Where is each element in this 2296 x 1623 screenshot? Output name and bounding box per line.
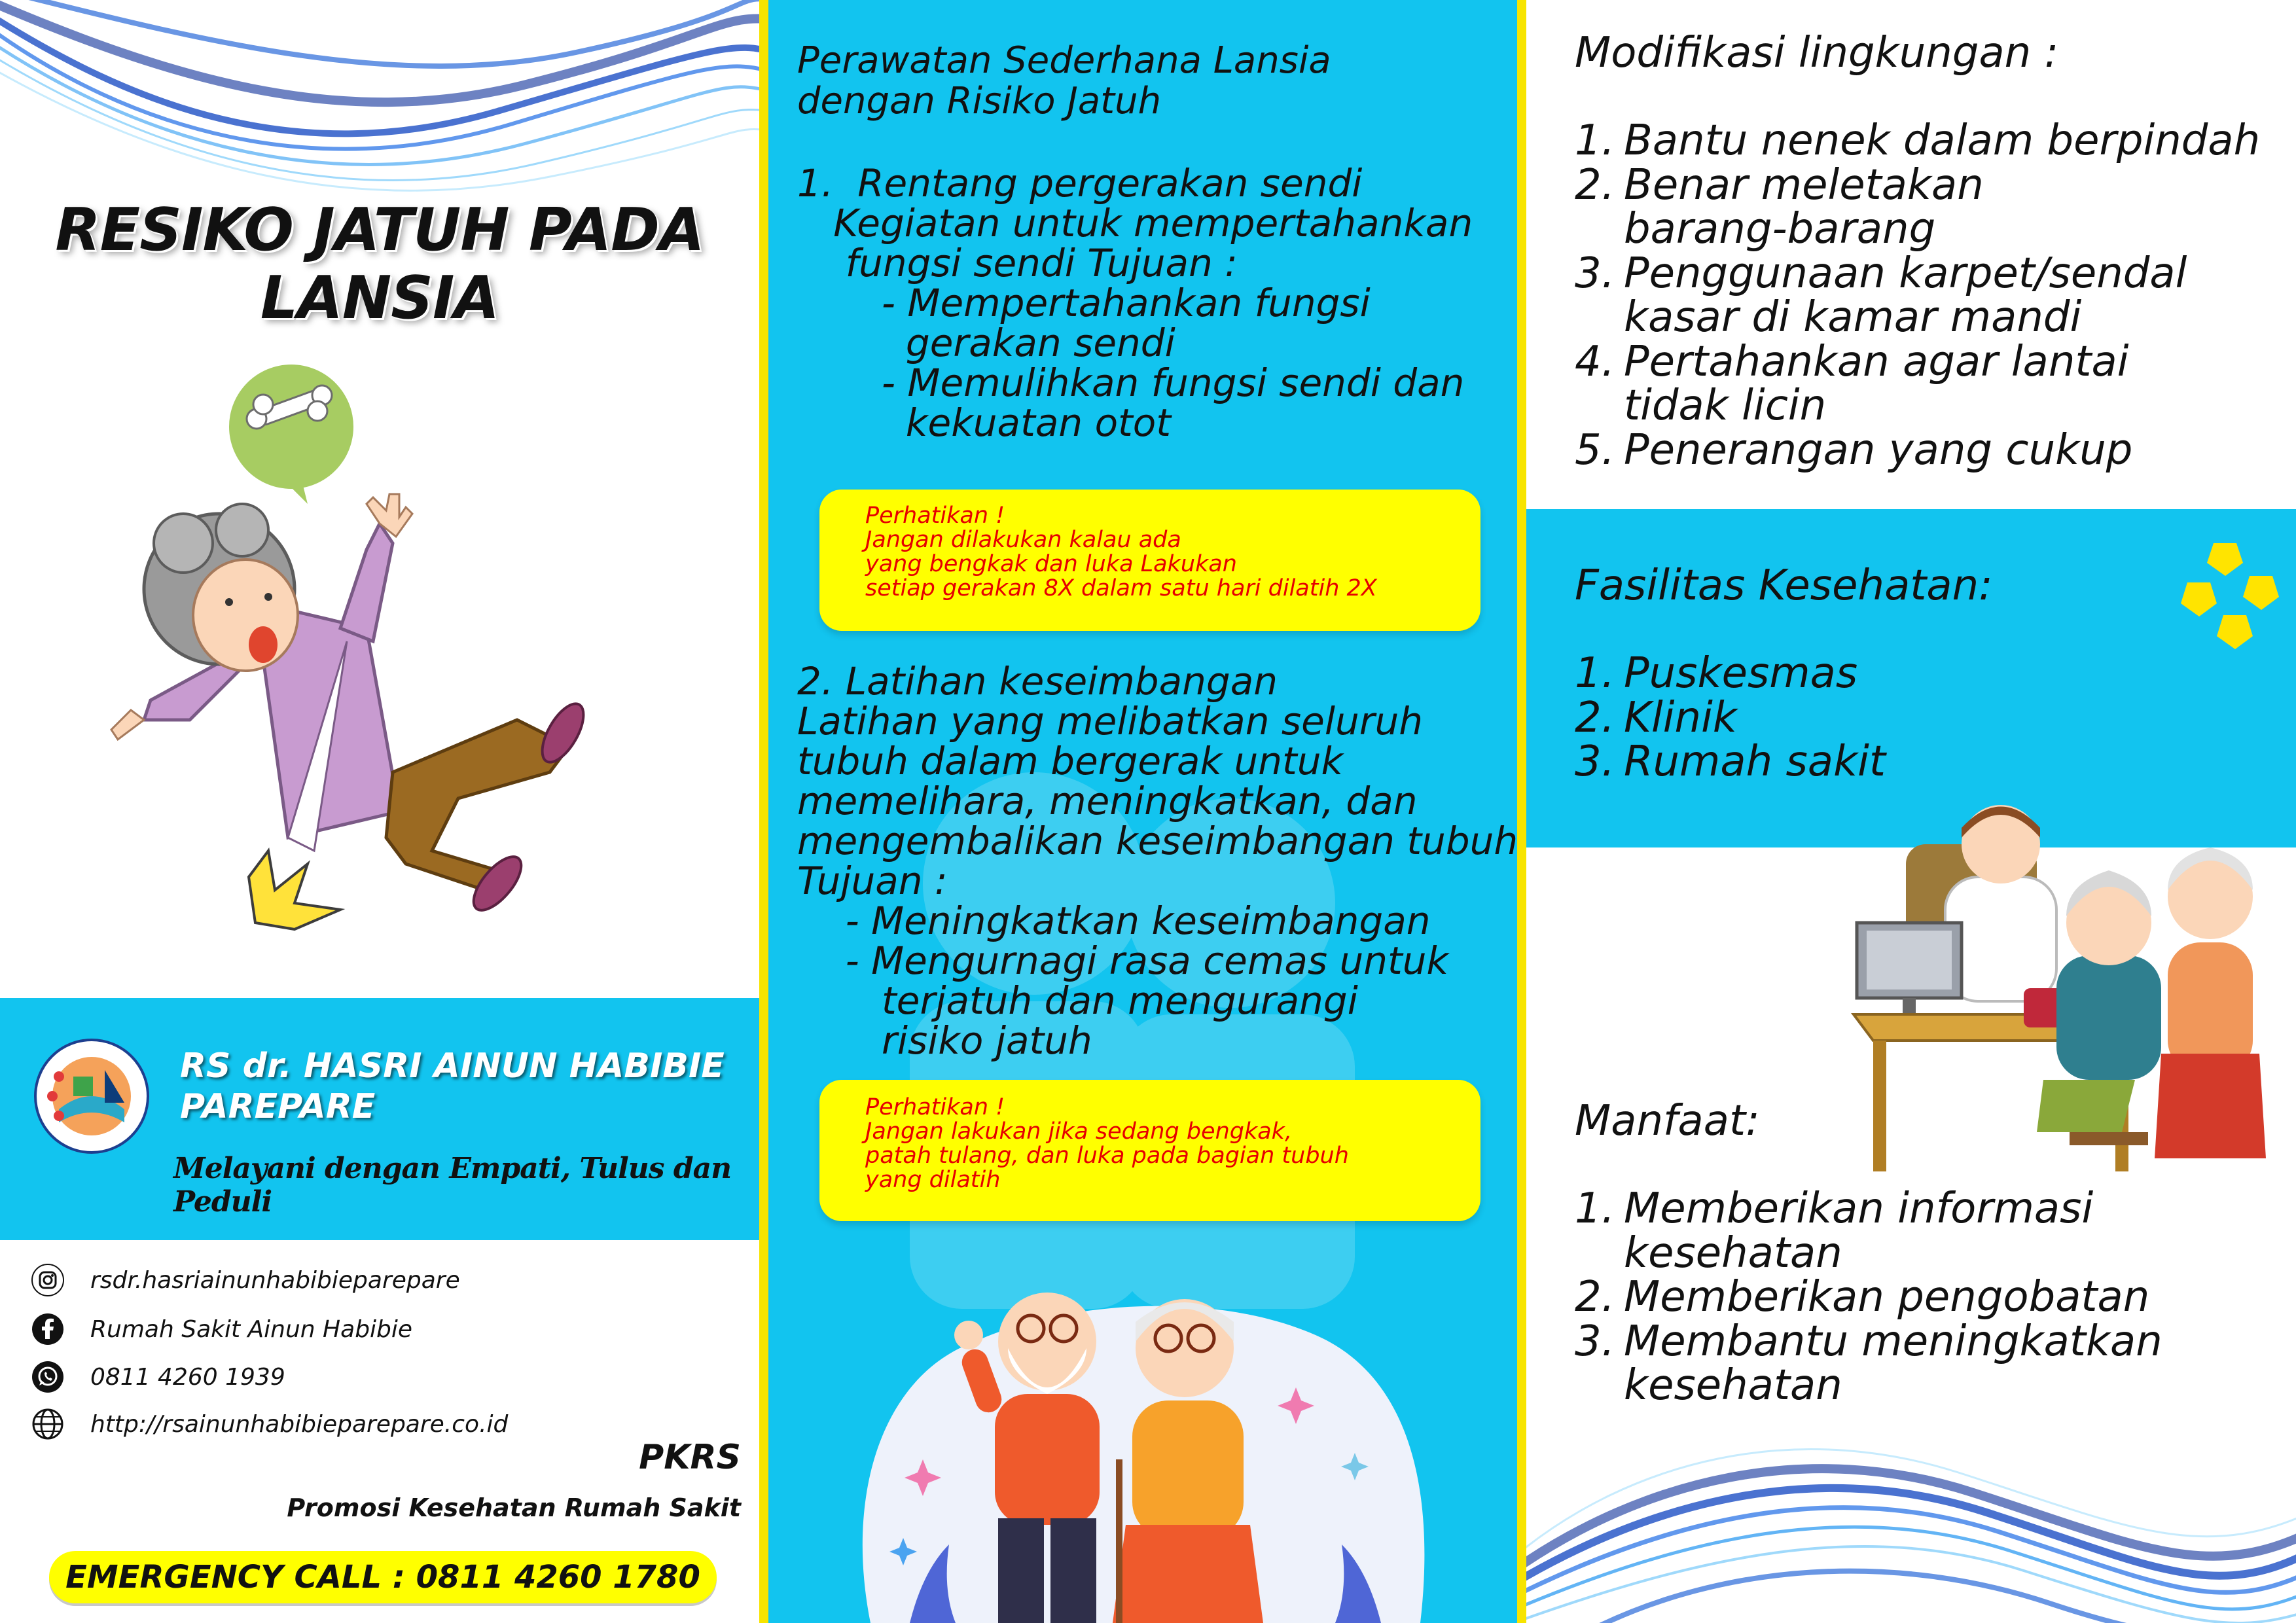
environment-modification-title: Modifikasi lingkungan : xyxy=(1575,29,2059,77)
falling-elderly-woman-illustration xyxy=(92,353,668,995)
list-item: 2. Memberikan pengobatan xyxy=(1575,1273,2150,1321)
list-item: 1. Puskesmas xyxy=(1575,649,1858,698)
section1-line: - Memulihkan fungsi sendi dan xyxy=(797,361,1465,405)
brochure-title: RESIKO JATUH PADA LANSIA xyxy=(55,196,704,332)
section1-line: Kegiatan untuk mempertahankan xyxy=(797,201,1473,245)
blue-wave-decoration-top xyxy=(0,0,759,196)
facebook-name: Rumah Sakit Ainun Habibie xyxy=(90,1315,413,1343)
section1-line: kekuatan otot xyxy=(797,401,1172,445)
section2-line: mengembalikan keseimbangan tubuh xyxy=(797,819,1518,863)
hospital-motto: Melayani dengan Empati, Tulus dan Peduli xyxy=(173,1152,732,1219)
section1-line: gerakan sendi xyxy=(797,321,1175,365)
emergency-call-text: EMERGENCY CALL : 0811 4260 1780 xyxy=(65,1559,700,1596)
warning-text-1: Perhatikan ! Jangan dilakukan kalau ada yang bengkak dan luka Lakukan setiap gerakan 8X dalam satu hari dilatih 2X xyxy=(865,503,1377,601)
section2-line: tubuh dalam bergerak untuk xyxy=(797,739,1344,783)
pkrs-label: PKRS xyxy=(639,1438,741,1477)
hospital-name: RS dr. HASRI AINUN HABIBIE PAREPARE xyxy=(180,1046,725,1126)
contact-facebook[interactable] xyxy=(31,1311,412,1347)
section2-line: Tujuan : xyxy=(797,859,948,903)
emergency-call-banner[interactable] xyxy=(49,1551,717,1603)
instagram-icon xyxy=(31,1264,64,1296)
yellow-divider-right xyxy=(1517,0,1526,1623)
blue-wave-decoration-bottom xyxy=(1526,1420,2296,1623)
globe-icon xyxy=(31,1408,64,1440)
section1-line: fungsi sendi Tujuan : xyxy=(797,241,1238,285)
contact-website[interactable] xyxy=(31,1406,508,1442)
section2-line: Latihan yang melibatkan seluruh xyxy=(797,699,1424,743)
section2-line: 2. Latihan keseimbangan xyxy=(797,659,1278,704)
section2-line: - Meningkatkan keseimbangan xyxy=(797,899,1431,943)
health-facilities-title: Fasilitas Kesehatan: xyxy=(1575,562,1993,610)
health-facilities-list xyxy=(1575,649,1886,786)
warning-box-2 xyxy=(819,1080,1480,1221)
list-item: 3. Penggunaan karpet/sendal kasar di kamar mandi xyxy=(1575,249,2187,342)
section2-line: memelihara, meningkatkan, dan xyxy=(797,779,1418,823)
whatsapp-icon xyxy=(31,1361,64,1393)
section1-line: 1. Rentang pergerakan sendi xyxy=(797,161,1363,205)
list-item: 1. Memberikan informasi kesehatan xyxy=(1575,1185,2094,1277)
warning-box-1 xyxy=(819,490,1480,631)
left-panel xyxy=(0,0,759,1623)
section-range-of-motion xyxy=(797,161,1473,445)
doctor-checking-elderly-illustration xyxy=(1827,792,2286,1171)
benefits-title: Manfaat: xyxy=(1575,1097,1760,1145)
environment-modification-list xyxy=(1575,116,2261,474)
whatsapp-number: 0811 4260 1939 xyxy=(90,1363,285,1391)
list-item: 4. Pertahankan agar lantai tidak licin xyxy=(1575,337,2129,430)
happy-elderly-couple-illustration xyxy=(844,1263,1446,1623)
section2-line: terjatuh dan mengurangi xyxy=(797,978,1358,1023)
contact-instagram[interactable] xyxy=(31,1262,460,1298)
list-item: 3. Rumah sakit xyxy=(1575,738,1886,786)
list-item: 1. Bantu nenek dalam berpindah xyxy=(1575,116,2261,165)
benefits-list xyxy=(1575,1187,2162,1408)
section2-line: risiko jatuh xyxy=(797,1018,1092,1063)
section-balance-training xyxy=(797,659,1518,1063)
section2-line: - Mengurnagi rasa cemas untuk xyxy=(797,938,1449,983)
list-item: 5. Penerangan yang cukup xyxy=(1575,425,2133,474)
section1-line: - Mempertahankan fungsi xyxy=(797,281,1371,325)
facebook-icon xyxy=(31,1313,64,1346)
warning-text-2: Perhatikan ! Jangan lakukan jika sedang bengkak, patah tulang, dan luka pada bagian tubuh yang dilatih xyxy=(865,1094,1349,1193)
pkrs-full-name: Promosi Kesehatan Rumah Sakit xyxy=(287,1493,741,1522)
hospital-logo xyxy=(33,1037,151,1155)
care-heading: Perawatan Sederhana Lansia dengan Risiko Jatuh xyxy=(797,39,1331,122)
website-url: http://rsainunhabibieparepare.co.id xyxy=(90,1410,509,1438)
contact-whatsapp[interactable] xyxy=(31,1359,285,1395)
list-item: 2. Benar meletakan barang-barang xyxy=(1575,160,1984,253)
list-item: 2. Klinik xyxy=(1575,693,1737,742)
middle-panel xyxy=(759,0,1526,1623)
right-panel xyxy=(1526,0,2296,1623)
hexagon-decoration xyxy=(2174,537,2286,668)
list-item: 3. Membantu meningkatkan kesehatan xyxy=(1575,1317,2162,1410)
instagram-handle: rsdr.hasriainunhabibieparepare xyxy=(90,1266,460,1294)
yellow-divider-left xyxy=(759,0,768,1623)
